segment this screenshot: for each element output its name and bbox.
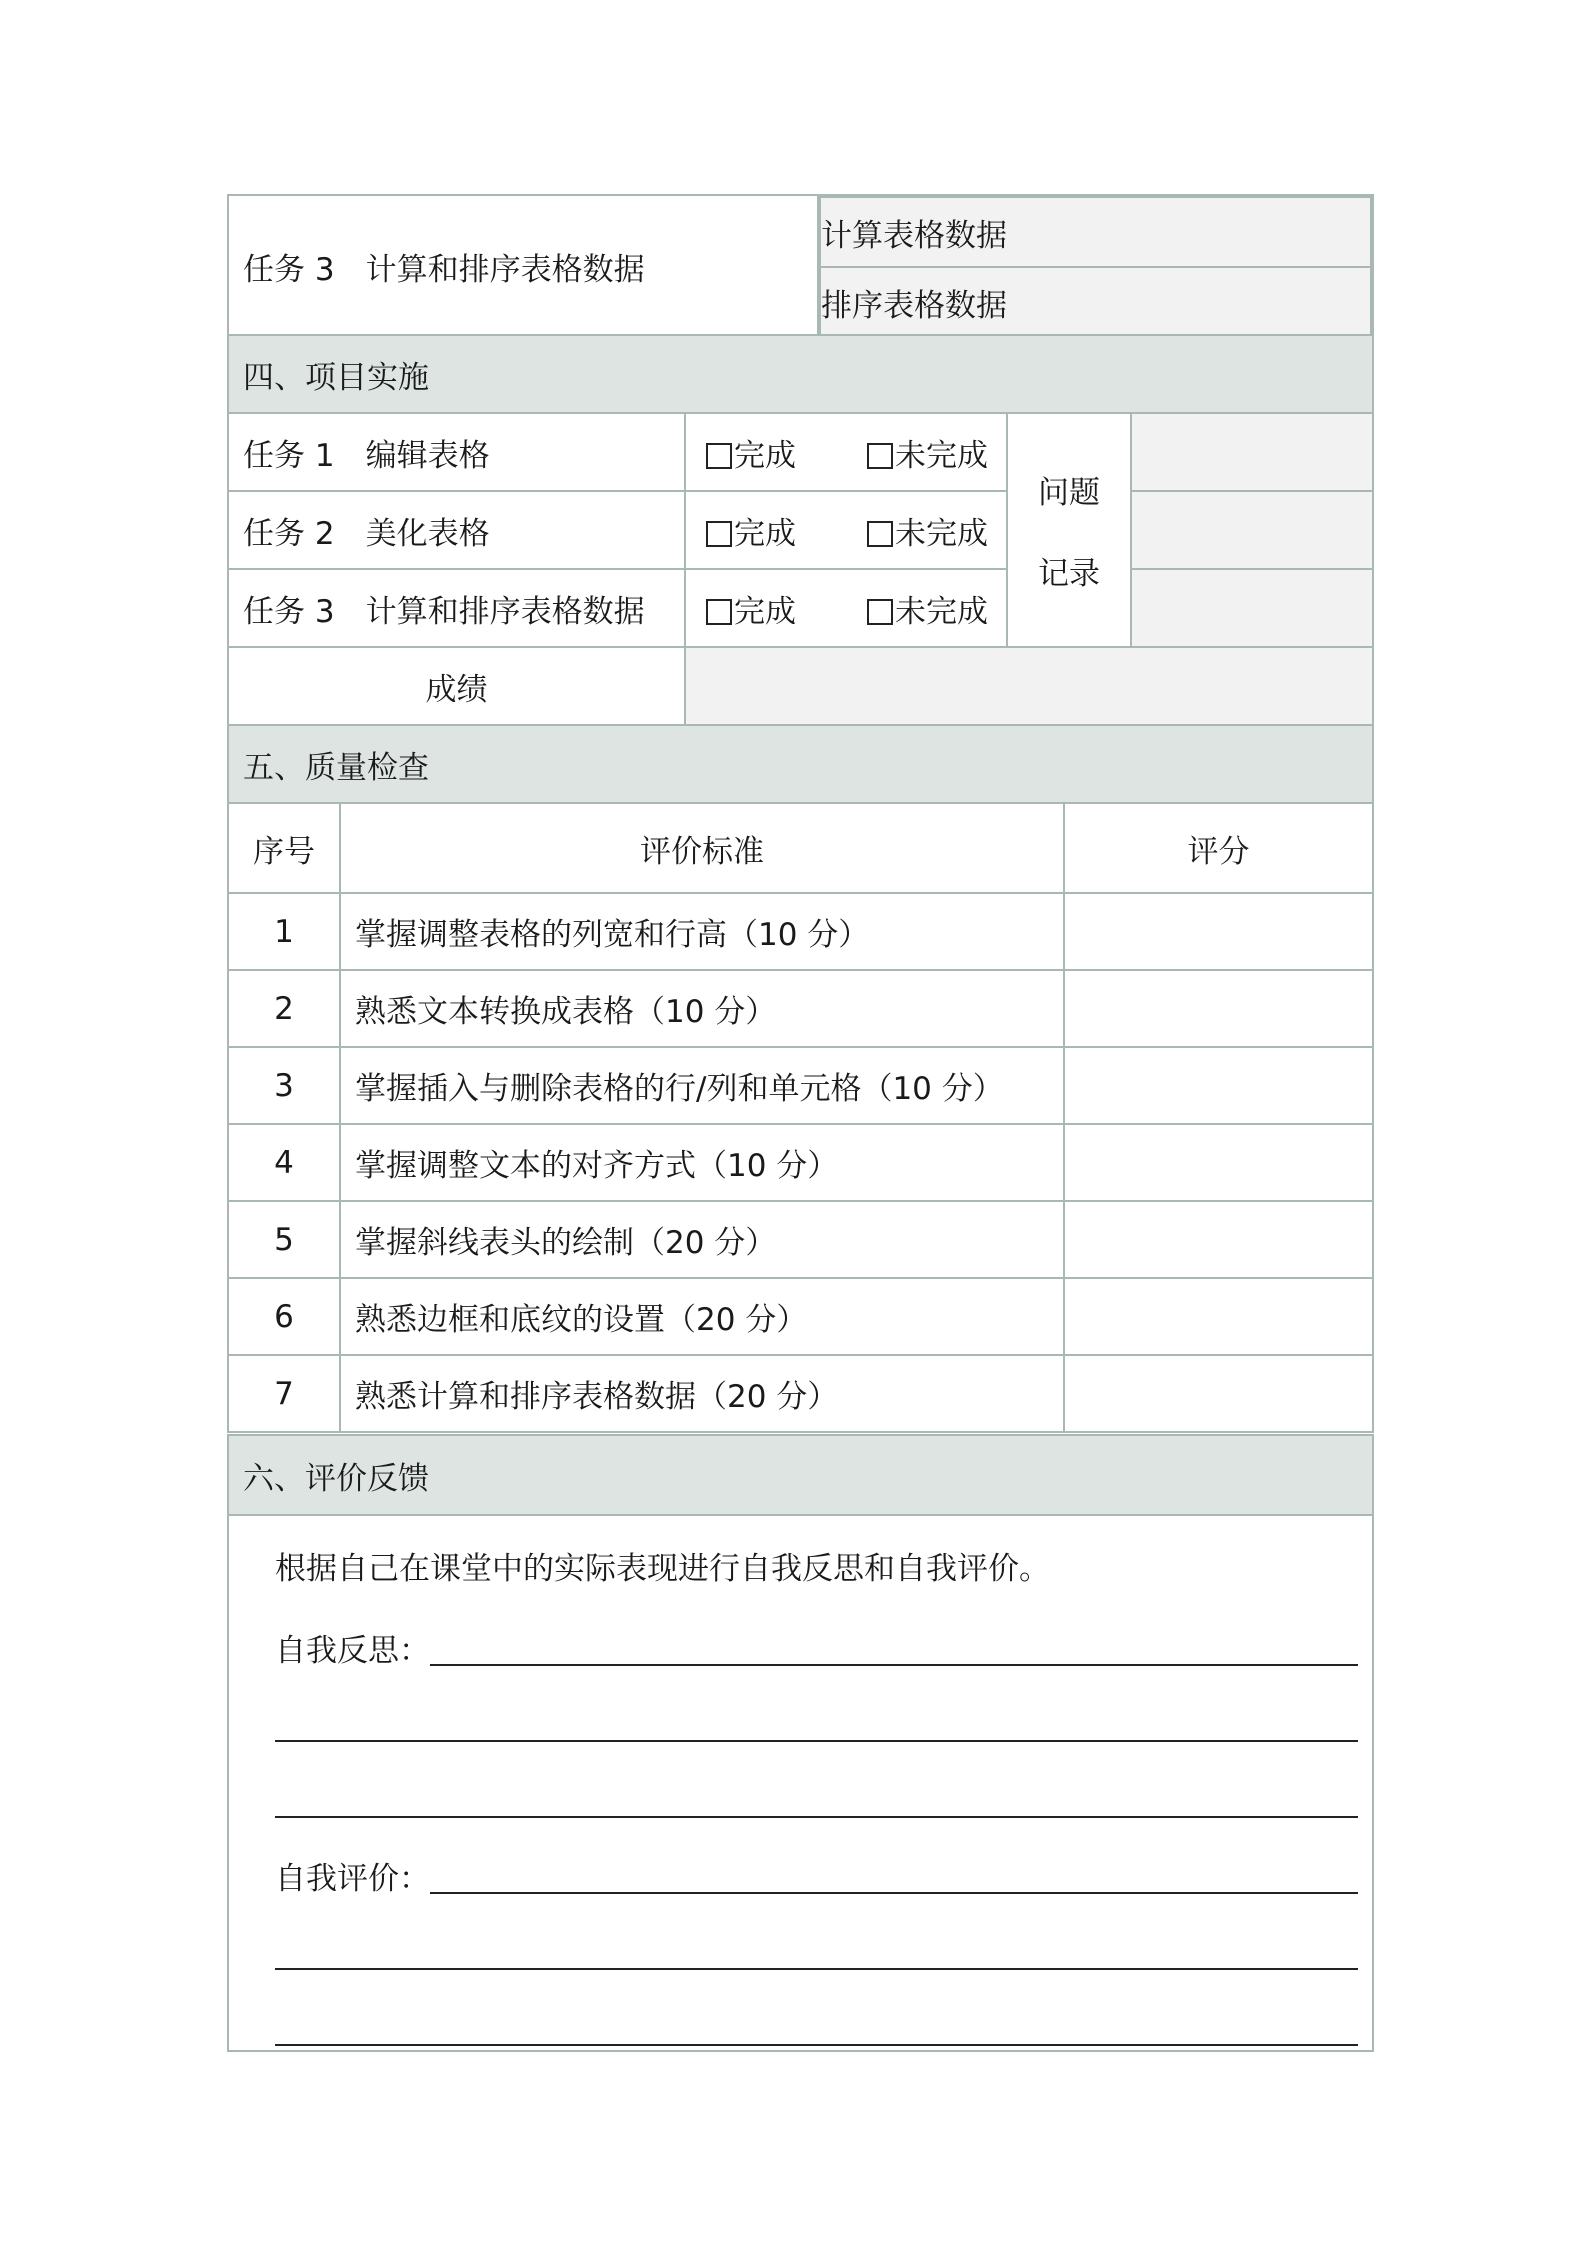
header-score: 评分 [1064,803,1373,893]
header-criteria: 评价标准 [340,803,1064,893]
evaluation-input[interactable] [430,1891,1358,1894]
task3-done-option[interactable]: 完成 [706,586,796,631]
reflection-line-2[interactable] [275,1670,1358,1746]
implementation-table [227,334,1374,726]
evaluation-line-1[interactable] [275,1822,1358,1898]
issues-record-1[interactable] [1131,413,1373,491]
task1-done-option[interactable]: 完成 [706,430,796,475]
feedback-body [228,1515,1373,2051]
task3-notdone-option[interactable]: 未完成 [867,586,988,631]
row-score[interactable] [1064,1278,1373,1355]
row-score[interactable] [1064,970,1373,1047]
evaluation-input[interactable] [275,1967,1358,1970]
row-no: 5 [228,1201,340,1278]
row-no: 4 [228,1124,340,1201]
row-score[interactable] [1064,1201,1373,1278]
issues-record-2[interactable] [1131,491,1373,569]
task3-status [685,569,1007,647]
section6-title: 六、评价反馈 [228,1435,1373,1515]
row-criteria: 熟悉文本转换成表格（10 分） [340,970,1064,1047]
row-criteria: 掌握调整文本的对齐方式（10 分） [340,1124,1064,1201]
table-row [228,1124,1373,1201]
reflection-line-1[interactable] [275,1594,1358,1670]
task2-done-option[interactable]: 完成 [706,508,796,553]
reflection-input[interactable] [275,1815,1358,1818]
table-row [228,893,1373,970]
quality-check-table [227,724,1374,1433]
reflection-input[interactable] [275,1739,1358,1742]
task1-status [685,413,1007,491]
issues-label-cell [1007,413,1131,647]
subtask-calculate: 计算表格数据 [820,197,1371,267]
reflection-label: 自我反思： [275,1633,430,1669]
table-row [228,1355,1373,1432]
row-no: 1 [228,893,340,970]
checkbox-icon [706,443,732,469]
task2-status [685,491,1007,569]
row-criteria: 掌握调整表格的列宽和行高（10 分） [340,893,1064,970]
row-no: 7 [228,1355,340,1432]
checkbox-icon [706,521,732,547]
row-criteria: 掌握斜线表头的绘制（20 分） [340,1201,1064,1278]
evaluation-line-2[interactable] [275,1898,1358,1974]
reflection-input[interactable] [430,1663,1358,1666]
section5-title: 五、质量检查 [228,725,1373,803]
checkbox-icon [867,521,893,547]
subtask-sort: 排序表格数据 [820,267,1371,337]
row-criteria: 掌握插入与删除表格的行/列和单元格（10 分） [340,1047,1064,1124]
row-score[interactable] [1064,1355,1373,1432]
row-no: 6 [228,1278,340,1355]
evaluation-input[interactable] [275,2043,1358,2046]
evaluation-label: 自我评价： [275,1861,430,1897]
task1-notdone-option[interactable]: 未完成 [867,430,988,475]
row-criteria: 熟悉计算和排序表格数据（20 分） [340,1355,1064,1432]
score-value[interactable] [685,647,1373,725]
task3-label: 任务 3 计算和排序表格数据 [228,569,685,647]
issues-label-1: 问题 [1038,475,1100,511]
feedback-table [227,1434,1374,2052]
row-criteria: 熟悉边框和底纹的设置（20 分） [340,1278,1064,1355]
row-score[interactable] [1064,1047,1373,1124]
row-no: 2 [228,970,340,1047]
row-score[interactable] [1064,893,1373,970]
task2-label: 任务 2 美化表格 [228,491,685,569]
row-no: 3 [228,1047,340,1124]
checkbox-icon [867,599,893,625]
task1-label: 任务 1 编辑表格 [228,413,685,491]
section4-title: 四、项目实施 [228,335,1373,413]
task3-header-table [227,194,1374,339]
row-score[interactable] [1064,1124,1373,1201]
feedback-intro: 根据自己在课堂中的实际表现进行自我反思和自我评价。 [275,1550,1050,1587]
evaluation-line-3[interactable] [275,1974,1358,2050]
issues-record-3[interactable] [1131,569,1373,647]
issues-label-2: 记录 [1038,556,1100,592]
task3-header-label: 任务 3 计算和排序表格数据 [228,195,818,338]
header-no: 序号 [228,803,340,893]
table-row [228,1201,1373,1278]
table-row [228,970,1373,1047]
checkbox-icon [867,443,893,469]
table-row [228,1278,1373,1355]
task2-notdone-option[interactable]: 未完成 [867,508,988,553]
reflection-line-3[interactable] [275,1746,1358,1822]
task3-subtasks-cell [818,195,1373,338]
checkbox-icon [706,599,732,625]
table-row [228,1047,1373,1124]
score-label: 成绩 [228,647,685,725]
